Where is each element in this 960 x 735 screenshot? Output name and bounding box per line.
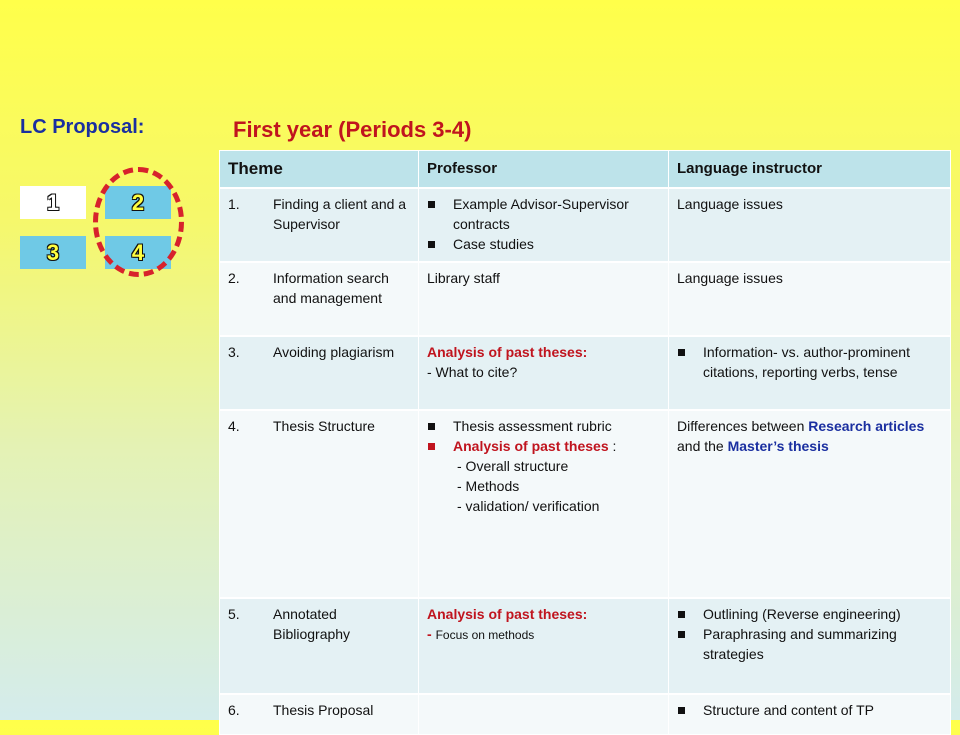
theme-text: Thesis Structure (273, 418, 375, 434)
professor-cell (419, 188, 669, 262)
professor-line: Focus on methods (435, 627, 535, 642)
professor-cell (419, 410, 669, 598)
period-box-2[interactable]: 2 (105, 186, 171, 219)
theme-cell (220, 598, 419, 694)
research-articles-highlight: Research articles (808, 418, 925, 434)
list-item: Paraphrasing and summarizing strategies (677, 625, 942, 665)
masters-thesis-highlight: Master’s thesis (727, 437, 829, 454)
table-row (220, 694, 951, 734)
professor-cell (419, 598, 669, 694)
row-number: 5. (228, 606, 240, 622)
table-row (220, 336, 951, 410)
period-box-1[interactable]: 1 (20, 186, 86, 219)
theme-cell (220, 188, 419, 262)
list-item: Example Advisor-Supervisor contracts (427, 195, 660, 235)
theme-cell (220, 694, 419, 734)
language-cell: Language issues (669, 188, 951, 262)
list-item: Structure and content of TP (677, 701, 942, 721)
sub-item: - Methods (457, 477, 520, 494)
sub-list (453, 457, 660, 517)
list-item: Outlining (Reverse engineering) (677, 605, 942, 625)
row-number: 1. (228, 196, 240, 212)
period-box-3[interactable]: 3 (20, 236, 86, 269)
language-cell (669, 410, 951, 598)
analysis-heading: Analysis of past theses: (427, 344, 588, 360)
professor-cell (419, 336, 669, 410)
period-box-4[interactable]: 4 (105, 236, 171, 269)
sub-item: - Overall structure (457, 457, 569, 474)
table-row (220, 188, 951, 262)
row-number: 2. (228, 270, 240, 286)
theme-text: Avoiding plagiarism (273, 344, 395, 360)
analysis-heading-suffix: : (608, 437, 617, 454)
list-item: Information- vs. author-prominent citations, reporting verbs, tense (677, 343, 942, 383)
header-professor: Professor (419, 151, 669, 189)
theme-text: Thesis Proposal (273, 702, 374, 718)
header-theme: Theme (220, 151, 419, 189)
language-cell (669, 336, 951, 410)
theme-text: Finding a client and a Supervisor (273, 196, 407, 232)
language-cell: Language issues (669, 262, 951, 336)
language-text: and the (677, 437, 728, 454)
professor-cell (419, 694, 669, 734)
list-item: Case studies (427, 235, 660, 255)
language-cell (669, 694, 951, 734)
theme-text: Information search and management (273, 270, 389, 306)
language-text: Differences between (677, 418, 809, 434)
dash: - (427, 625, 436, 642)
theme-cell (220, 262, 419, 336)
table-header-row (220, 151, 951, 189)
table-row (220, 598, 951, 694)
language-cell (669, 598, 951, 694)
row-number: 6. (228, 702, 240, 718)
row-number: 4. (228, 418, 240, 434)
professor-line: - What to cite? (427, 363, 518, 380)
professor-cell: Library staff (419, 262, 669, 336)
table-row (220, 262, 951, 336)
lc-proposal-label: LC Proposal: (20, 116, 145, 138)
analysis-heading: Analysis of past theses (453, 437, 609, 454)
highlight-ellipse (93, 167, 184, 277)
list-item: Thesis assessment rubric (427, 417, 660, 437)
theme-cell (220, 336, 419, 410)
header-language-instructor: Language instructor (669, 151, 951, 189)
course-plan-table (219, 150, 951, 735)
sub-item: - validation/ verification (457, 497, 600, 514)
analysis-heading: Analysis of past theses: (427, 606, 588, 622)
page-title: First year (Periods 3-4) (233, 117, 472, 142)
table-row (220, 410, 951, 598)
theme-cell (220, 410, 419, 598)
list-item (427, 437, 660, 517)
theme-text: Annotated Bibliography (273, 606, 351, 642)
row-number: 3. (228, 344, 240, 360)
